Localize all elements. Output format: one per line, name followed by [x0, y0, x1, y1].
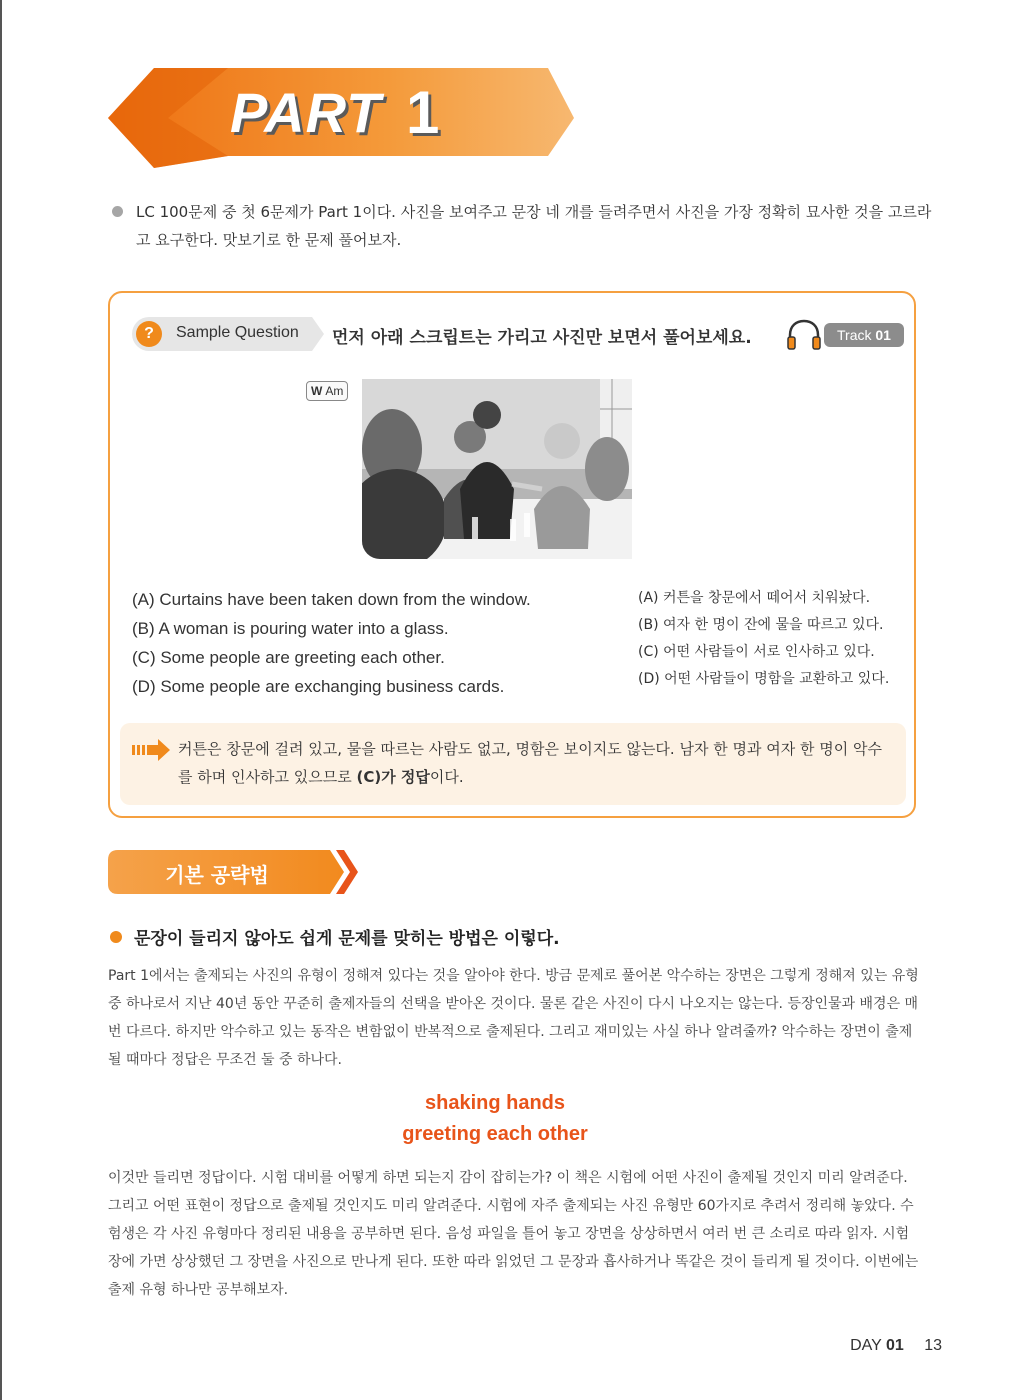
answer-highlight: (C)가 정답: [356, 768, 430, 786]
track-number: 01: [875, 327, 891, 343]
speaker-badge: [306, 381, 348, 401]
key-phrases: [108, 1088, 882, 1150]
speaker-gender: W: [311, 384, 323, 398]
headphones-icon: [786, 319, 822, 351]
bullet-dot-icon: [110, 931, 122, 943]
arrow-right-icon: [132, 739, 170, 761]
sample-question-box: [108, 291, 916, 818]
speaker-accent: Am: [325, 384, 344, 398]
business-meeting-photo: [362, 379, 632, 559]
answer-explanation: [120, 723, 906, 805]
strategy-paragraph-2: 이것만 들리면 정답이다. 시험 대비를 어떻게 하면 되는지 감이 잡히는가? 이 책은 시험에 어떤 사진이 출제될 것인지 미리 알려준다. 그리고 어떤 표현이 정답으로 출제될 것인지도 미리 알려준다. 시험에 자주 출제되는 사진 유형만 60가지로 추려서 정리해 놓았다. 수험생은 각 사진 유형마다 정리된 내용을 공부하면 된다. 음성 파일을 틀어 놓고 장면을 상상하면서 여러 번 큰 소리로 따라 읽자. 시험장에 가면 상상했던 그 장면을 사진으로 만나게 된다. 또한 따라 읽었던 그 문장과 흡사하거나 똑같은 것이 들리게 될 것이다. 이번에는 출제 유형 하나만 공부해보자.: [108, 1170, 919, 1298]
question-mark-icon: ?: [136, 321, 162, 347]
choice-en-d: (D) Some people are exchanging business cards.: [132, 677, 505, 696]
strategy-tab: [108, 850, 358, 894]
intro-paragraph: [112, 198, 932, 254]
choice-ko-d: (D) 어떤 사람들이 명함을 교환하고 있다.: [638, 671, 890, 687]
strategy-subhead: 문장이 들리지 않아도 쉽게 문제를 맞히는 방법은 이렇다.: [110, 924, 560, 949]
track-badge: [824, 323, 904, 347]
footer-day-label: DAY: [850, 1337, 882, 1354]
answer-text: 커튼은 창문에 걸려 있고, 물을 따르는 사람도 없고, 명함은 보이지도 않는다. 남자 한 명과 여자 한 명이 악수를 하며 인사하고 있으므로 (C)가 정답이다.: [178, 740, 882, 786]
banner-part-word: PART: [230, 81, 382, 144]
intro-text: LC 100문제 중 첫 6문제가 Part 1이다. 사진을 보여주고 문장 네 개를 들려주면서 사진을 가장 정확히 묘사한 것을 고르라고 요구한다. 맛보기로 한 문제 풀어보자.: [136, 203, 932, 249]
footer-day-number: 01: [885, 1337, 904, 1354]
track-label: Track: [837, 327, 872, 343]
choice-ko-b: (B) 여자 한 명이 잔에 물을 따르고 있다.: [638, 617, 884, 633]
choice-ko-c: (C) 어떤 사람들이 서로 인사하고 있다.: [638, 644, 875, 660]
photo-illustration: [362, 379, 632, 559]
sample-question-tag: [132, 317, 324, 351]
choices-english: [132, 585, 531, 701]
page-number: 13: [924, 1337, 942, 1354]
choice-en-c: (C) Some people are greeting each other.: [132, 648, 445, 667]
choice-en-a: (A) Curtains have been taken down from the window.: [132, 590, 531, 609]
strategy-paragraph-1: Part 1에서는 출제되는 사진의 유형이 정해져 있다는 것을 알아야 한다. 방금 문제로 풀어본 악수하는 장면은 그렇게 정해져 있는 유형 중 하나로서 지난 40년 동안 꾸준히 출제자들의 선택을 받아온 것이다. 물론 같은 사진이 다시 나오지는 않는다. 등장인물과 배경은 매번 다르다. 하지만 악수하고 있는 동작은 변함없이 반복적으로 출제된다. 그리고 재미있는 사실 하나 알려줄까? 악수하는 장면이 출제될 때마다 정답은 무조건 둘 중 하나다.: [108, 968, 919, 1068]
sample-instruction: 먼저 아래 스크립트는 가리고 사진만 보면서 풀어보세요.: [332, 328, 752, 348]
choice-en-b: (B) A woman is pouring water into a glass.: [132, 619, 449, 638]
choices-korean: [638, 585, 889, 693]
part-banner: [108, 66, 576, 170]
phrase-shaking-hands: shaking hands: [424, 1092, 566, 1114]
page-edge: [0, 0, 2, 1400]
bullet-dot-icon: [112, 206, 123, 217]
banner-part-number: 1: [406, 79, 440, 146]
sample-question-label: Sample Question: [176, 324, 299, 341]
strategy-tab-label: 기본 공략법: [165, 863, 269, 887]
choice-ko-a: (A) 커튼을 창문에서 떼어서 치워놨다.: [638, 590, 871, 606]
track-indicator[interactable]: [786, 319, 908, 349]
page-footer: [850, 1337, 942, 1355]
phrase-greeting: greeting each other: [402, 1123, 588, 1145]
